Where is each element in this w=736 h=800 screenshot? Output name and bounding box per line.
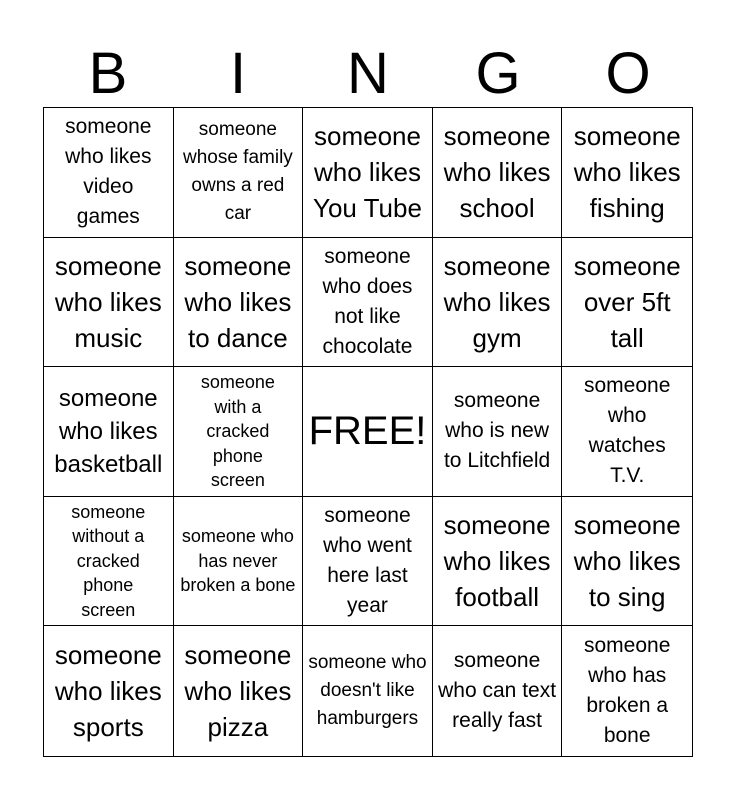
bingo-board bbox=[43, 107, 693, 757]
cell-text: someone who has broken a bone bbox=[583, 634, 671, 748]
cell-text: someone whose family owns a red car bbox=[182, 119, 293, 225]
bingo-cell-r5c4[interactable] bbox=[433, 626, 563, 756]
bingo-header bbox=[43, 40, 693, 108]
bingo-cell-r1c2[interactable] bbox=[174, 108, 304, 238]
bingo-cell-r4c1[interactable] bbox=[44, 497, 174, 627]
cell-text: someone who likes fishing bbox=[573, 121, 681, 224]
cell-text: someone who likes to dance bbox=[184, 250, 292, 353]
bingo-cell-r5c1[interactable] bbox=[44, 626, 174, 756]
cell-text: someone who likes You Tube bbox=[313, 121, 422, 224]
cell-text: someone who is new to Litchfield bbox=[443, 389, 551, 473]
bingo-cell-r3c5[interactable] bbox=[562, 367, 692, 497]
cell-text: someone who does not like chocolate bbox=[322, 244, 413, 358]
cell-text: someone who likes pizza bbox=[184, 640, 292, 743]
cell-text: someone who likes video games bbox=[65, 115, 152, 229]
header-letter-o: O bbox=[605, 41, 651, 106]
bingo-cell-r1c4[interactable] bbox=[433, 108, 563, 238]
bingo-cell-r2c1[interactable] bbox=[44, 238, 174, 368]
cell-text: someone with a cracked phone screen bbox=[200, 372, 275, 491]
header-letter-b: B bbox=[88, 41, 128, 106]
bingo-cell-r4c5[interactable] bbox=[562, 497, 692, 627]
cell-text: someone who likes sports bbox=[54, 640, 162, 743]
cell-text: someone who likes to sing bbox=[573, 510, 681, 613]
header-letter-i: I bbox=[229, 41, 247, 106]
cell-text: someone who can text really fast bbox=[438, 649, 557, 733]
cell-text: someone who likes gym bbox=[443, 250, 551, 353]
bingo-cell-r1c5[interactable] bbox=[562, 108, 692, 238]
cell-text: someone without a cracked phone screen bbox=[71, 501, 146, 620]
bingo-cell-r2c3[interactable] bbox=[303, 238, 433, 368]
bingo-cell-r5c5[interactable] bbox=[562, 626, 692, 756]
bingo-cell-r5c3[interactable] bbox=[303, 626, 433, 756]
bingo-cell-r2c5[interactable] bbox=[562, 238, 692, 368]
bingo-cell-r4c3[interactable] bbox=[303, 497, 433, 627]
header-letter-g: G bbox=[475, 41, 521, 106]
bingo-cell-r3c2[interactable] bbox=[174, 367, 304, 497]
free-space-text: FREE! bbox=[308, 409, 427, 454]
cell-text: someone who doesn't like hamburgers bbox=[308, 652, 427, 730]
cell-text: someone who went here last year bbox=[323, 504, 412, 618]
cell-text: someone who watches T.V. bbox=[583, 374, 671, 488]
bingo-cell-r1c3[interactable] bbox=[303, 108, 433, 238]
cell-text: someone who likes basketball bbox=[54, 384, 163, 478]
bingo-cell-r1c1[interactable] bbox=[44, 108, 174, 238]
bingo-cell-r4c2[interactable] bbox=[174, 497, 304, 627]
cell-text: someone who has never broken a bone bbox=[180, 526, 296, 596]
bingo-cell-r4c4[interactable] bbox=[433, 497, 563, 627]
bingo-cell-r3c1[interactable] bbox=[44, 367, 174, 497]
cell-text: someone who likes music bbox=[54, 250, 162, 353]
bingo-cell-r2c4[interactable] bbox=[433, 238, 563, 368]
free-space[interactable] bbox=[303, 367, 433, 497]
cell-text: someone who likes football bbox=[443, 510, 551, 613]
header-letter-n: N bbox=[347, 41, 389, 106]
bingo-cell-r5c2[interactable] bbox=[174, 626, 304, 756]
bingo-cell-r3c4[interactable] bbox=[433, 367, 563, 497]
bingo-cell-r2c2[interactable] bbox=[174, 238, 304, 368]
cell-text: someone over 5ft tall bbox=[573, 250, 681, 353]
cell-text: someone who likes school bbox=[443, 121, 551, 224]
